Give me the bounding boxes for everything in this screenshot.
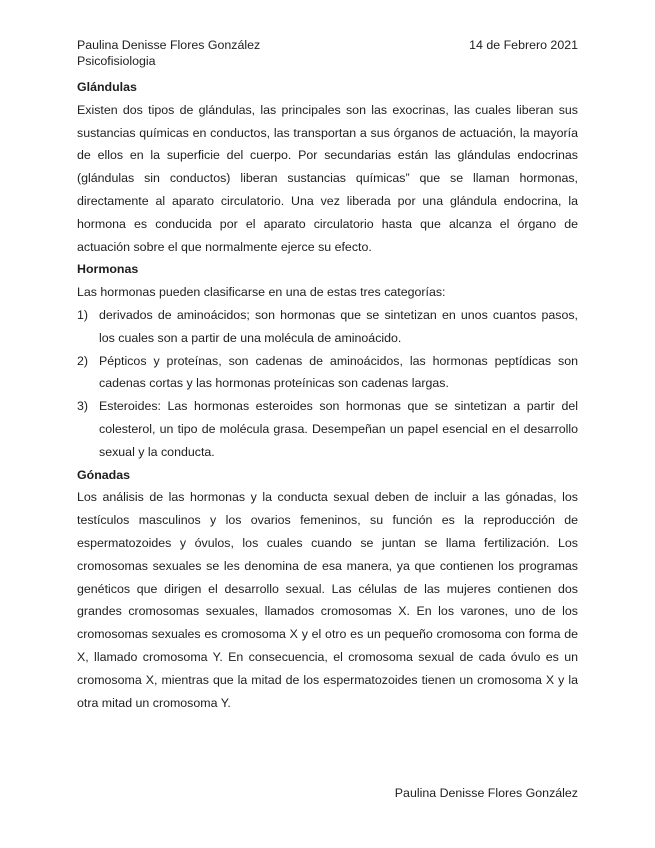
list-item-text: derivados de aminoácidos; son hormonas que se sintetizan en unos cuantos pasos, los cuales son a partir de una molécula de aminoácido. xyxy=(99,307,578,345)
list-item-text: Pépticos y proteínas, son cadenas de aminoácidos, las hormonas peptídicas son cadenas cortas y las hormonas proteínicas son cadenas largas. xyxy=(99,353,578,391)
page-footer-author: Paulina Denisse Flores González xyxy=(394,786,578,800)
list-item xyxy=(77,395,578,463)
list-item xyxy=(77,304,578,350)
section-title-glandulas: Glándulas xyxy=(77,80,137,94)
section-intro-hormonas: Las hormonas pueden clasificarse en una de estas tres categorías: xyxy=(77,285,446,300)
header-course: Psicofisiologia xyxy=(77,54,156,68)
section-body-glandulas: Existen dos tipos de glándulas, las principales son las exocrinas, las cuales liberan sus sustancias químicas en conductos, las transportan a sus órganos de actuación, la mayoría de ellos en la superficie del cuerpo. Por secundarias están las glándulas endocrinas (glándulas sin conductos) liberan sustancias químicas” que se llaman hormonas, directamente al aparato circulatorio. Una vez liberada por una glándula endocrina, la hormona es conducida por el aparato circulatorio hasta que alcanza el órgano de actuación sobre el que normalmente ejerce su efecto. xyxy=(77,102,578,254)
section-title-hormonas: Hormonas xyxy=(77,262,139,277)
list-item-number: 1) xyxy=(77,307,89,322)
section-title-gonadas: Gónadas xyxy=(77,467,131,482)
header-author: Paulina Denisse Flores González xyxy=(77,38,261,52)
document-body xyxy=(77,76,578,714)
hormone-category-list xyxy=(77,304,578,464)
section-body-gonadas: Los análisis de las hormonas y la conducta sexual deben de incluir a las gónadas, los testículos masculinos y los ovarios femeninos, su función es la reproducción de espermatozoides y óvulos, los cuales cuando se juntan se llama fertilización. Los cromosomas sexuales se les denomina de esa manera, ya que contienen los programas genéticos que dirigen el desarrollo sexual. Las células de las mujeres contienen dos grandes cromosomas sexuales, llamados cromosomas X. En los varones, uno de los cromosomas sexuales es cromosoma X y el otro es un pequeño cromosoma con forma de X, llamado cromosoma Y. En consecuencia, el cromosoma sexual de cada óvulo es un cromosoma X, mientras que la mitad de los espermatozoides tienen un cromosoma X y la otra mitad un cromosoma Y. xyxy=(77,490,578,710)
list-item-text: Esteroides: Las hormonas esteroides son hormonas que se sintetizan a partir del colesterol, un tipo de molécula grasa. Desempeñan un papel esencial en el desarrollo sexual y la conducta. xyxy=(99,399,578,459)
list-item xyxy=(77,350,578,396)
list-item-number: 2) xyxy=(77,353,89,368)
list-item-number: 3) xyxy=(77,399,89,414)
header-date: 14 de Febrero 2021 xyxy=(469,38,578,52)
